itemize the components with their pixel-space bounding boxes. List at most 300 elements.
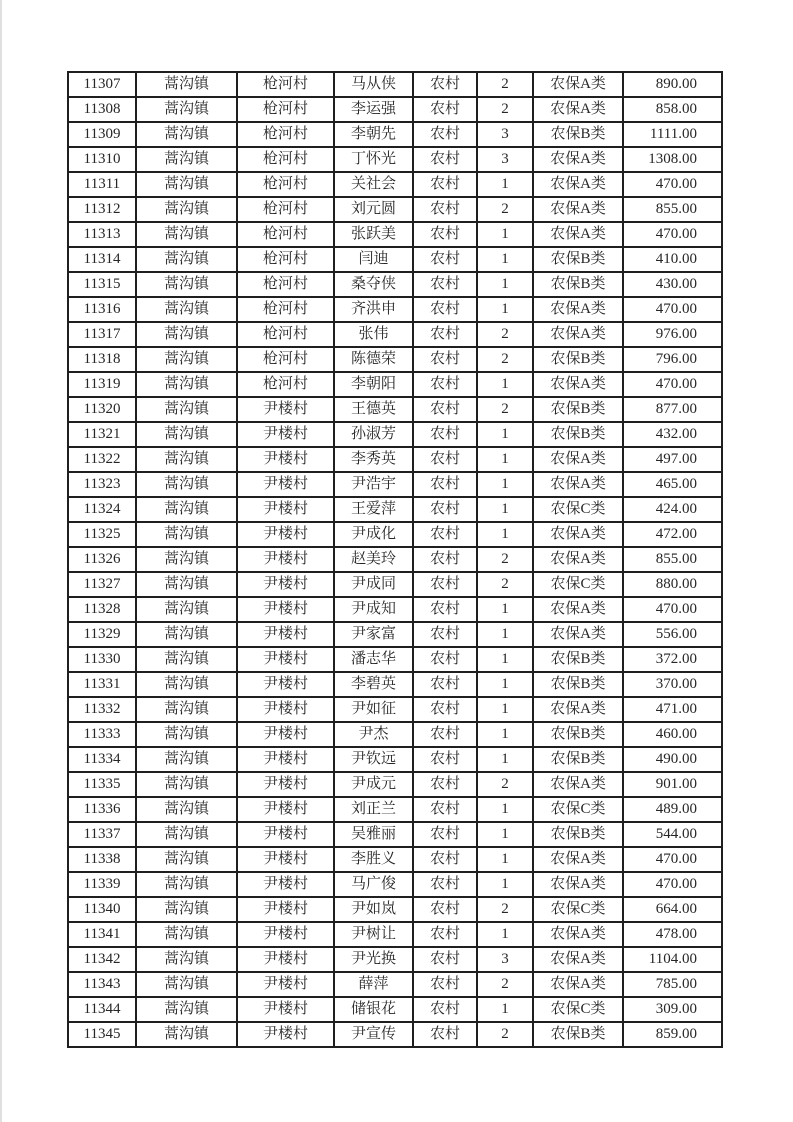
cell-residence: 农村 xyxy=(414,123,478,148)
cell-amount: 470.00 xyxy=(624,173,723,198)
cell-category: 农保B类 xyxy=(534,273,624,298)
cell-town: 蒿沟镇 xyxy=(137,973,238,998)
cell-category: 农保B类 xyxy=(534,348,624,373)
table-row xyxy=(69,223,723,248)
cell-town: 蒿沟镇 xyxy=(137,823,238,848)
cell-id: 11336 xyxy=(69,798,137,823)
table-row xyxy=(69,348,723,373)
cell-id: 11311 xyxy=(69,173,137,198)
cell-village: 枪河村 xyxy=(238,323,335,348)
cell-count: 1 xyxy=(478,298,534,323)
cell-person: 尹浩宇 xyxy=(335,473,414,498)
cell-count: 1 xyxy=(478,423,534,448)
cell-village: 尹楼村 xyxy=(238,648,335,673)
cell-amount: 432.00 xyxy=(624,423,723,448)
table-row xyxy=(69,698,723,723)
cell-id: 11307 xyxy=(69,73,137,98)
cell-count: 2 xyxy=(478,323,534,348)
cell-amount: 370.00 xyxy=(624,673,723,698)
cell-amount: 470.00 xyxy=(624,298,723,323)
cell-person: 尹成知 xyxy=(335,598,414,623)
cell-town: 蒿沟镇 xyxy=(137,673,238,698)
cell-residence: 农村 xyxy=(414,823,478,848)
cell-id: 11320 xyxy=(69,398,137,423)
cell-person: 李秀英 xyxy=(335,448,414,473)
cell-category: 农保A类 xyxy=(534,323,624,348)
cell-village: 枪河村 xyxy=(238,373,335,398)
cell-category: 农保A类 xyxy=(534,73,624,98)
cell-amount: 785.00 xyxy=(624,973,723,998)
cell-town: 蒿沟镇 xyxy=(137,473,238,498)
cell-residence: 农村 xyxy=(414,523,478,548)
cell-amount: 858.00 xyxy=(624,98,723,123)
table-row xyxy=(69,173,723,198)
cell-id: 11310 xyxy=(69,148,137,173)
cell-person: 李朝先 xyxy=(335,123,414,148)
cell-person: 尹成同 xyxy=(335,573,414,598)
cell-town: 蒿沟镇 xyxy=(137,773,238,798)
cell-town: 蒿沟镇 xyxy=(137,573,238,598)
cell-person: 刘正兰 xyxy=(335,798,414,823)
cell-village: 尹楼村 xyxy=(238,798,335,823)
table-row xyxy=(69,773,723,798)
cell-id: 11309 xyxy=(69,123,137,148)
cell-count: 1 xyxy=(478,848,534,873)
cell-town: 蒿沟镇 xyxy=(137,423,238,448)
cell-category: 农保A类 xyxy=(534,848,624,873)
table-row xyxy=(69,248,723,273)
cell-village: 尹楼村 xyxy=(238,898,335,923)
cell-village: 枪河村 xyxy=(238,348,335,373)
cell-residence: 农村 xyxy=(414,998,478,1023)
cell-id: 11328 xyxy=(69,598,137,623)
cell-person: 马从侠 xyxy=(335,73,414,98)
cell-village: 尹楼村 xyxy=(238,1023,335,1048)
cell-village: 尹楼村 xyxy=(238,673,335,698)
cell-id: 11313 xyxy=(69,223,137,248)
cell-town: 蒿沟镇 xyxy=(137,598,238,623)
cell-category: 农保A类 xyxy=(534,373,624,398)
cell-town: 蒿沟镇 xyxy=(137,898,238,923)
cell-id: 11330 xyxy=(69,648,137,673)
cell-village: 尹楼村 xyxy=(238,723,335,748)
cell-town: 蒿沟镇 xyxy=(137,648,238,673)
table-row xyxy=(69,98,723,123)
cell-residence: 农村 xyxy=(414,73,478,98)
cell-count: 1 xyxy=(478,923,534,948)
table-row xyxy=(69,598,723,623)
table-row xyxy=(69,73,723,98)
cell-village: 尹楼村 xyxy=(238,498,335,523)
cell-category: 农保A类 xyxy=(534,198,624,223)
cell-person: 尹如岚 xyxy=(335,898,414,923)
cell-person: 尹宣传 xyxy=(335,1023,414,1048)
cell-category: 农保C类 xyxy=(534,573,624,598)
cell-count: 1 xyxy=(478,698,534,723)
cell-count: 2 xyxy=(478,198,534,223)
cell-count: 1 xyxy=(478,723,534,748)
cell-id: 11317 xyxy=(69,323,137,348)
cell-residence: 农村 xyxy=(414,798,478,823)
cell-town: 蒿沟镇 xyxy=(137,1023,238,1048)
cell-residence: 农村 xyxy=(414,748,478,773)
cell-id: 11337 xyxy=(69,823,137,848)
cell-person: 尹家富 xyxy=(335,623,414,648)
cell-amount: 880.00 xyxy=(624,573,723,598)
cell-town: 蒿沟镇 xyxy=(137,298,238,323)
cell-amount: 544.00 xyxy=(624,823,723,848)
cell-amount: 855.00 xyxy=(624,548,723,573)
cell-person: 薛萍 xyxy=(335,973,414,998)
cell-amount: 1308.00 xyxy=(624,148,723,173)
cell-id: 11331 xyxy=(69,673,137,698)
cell-amount: 372.00 xyxy=(624,648,723,673)
cell-residence: 农村 xyxy=(414,323,478,348)
cell-village: 枪河村 xyxy=(238,123,335,148)
cell-id: 11342 xyxy=(69,948,137,973)
cell-village: 枪河村 xyxy=(238,148,335,173)
cell-village: 尹楼村 xyxy=(238,973,335,998)
table-row xyxy=(69,923,723,948)
cell-person: 孙淑芳 xyxy=(335,423,414,448)
cell-town: 蒿沟镇 xyxy=(137,748,238,773)
cell-count: 1 xyxy=(478,498,534,523)
cell-residence: 农村 xyxy=(414,623,478,648)
cell-category: 农保A类 xyxy=(534,973,624,998)
cell-id: 11327 xyxy=(69,573,137,598)
cell-amount: 890.00 xyxy=(624,73,723,98)
cell-id: 11341 xyxy=(69,923,137,948)
cell-village: 尹楼村 xyxy=(238,548,335,573)
cell-amount: 1104.00 xyxy=(624,948,723,973)
cell-village: 尹楼村 xyxy=(238,998,335,1023)
cell-village: 尹楼村 xyxy=(238,923,335,948)
cell-count: 1 xyxy=(478,873,534,898)
table-row xyxy=(69,848,723,873)
cell-village: 枪河村 xyxy=(238,298,335,323)
cell-amount: 1111.00 xyxy=(624,123,723,148)
cell-count: 3 xyxy=(478,148,534,173)
cell-id: 11344 xyxy=(69,998,137,1023)
cell-id: 11345 xyxy=(69,1023,137,1048)
cell-person: 赵美玲 xyxy=(335,548,414,573)
table-row xyxy=(69,673,723,698)
cell-person: 马广俊 xyxy=(335,873,414,898)
cell-town: 蒿沟镇 xyxy=(137,148,238,173)
table-row xyxy=(69,123,723,148)
cell-residence: 农村 xyxy=(414,98,478,123)
cell-person: 潘志华 xyxy=(335,648,414,673)
cell-count: 1 xyxy=(478,623,534,648)
cell-count: 2 xyxy=(478,548,534,573)
cell-id: 11319 xyxy=(69,373,137,398)
cell-amount: 901.00 xyxy=(624,773,723,798)
cell-village: 尹楼村 xyxy=(238,873,335,898)
cell-category: 农保A类 xyxy=(534,523,624,548)
cell-village: 尹楼村 xyxy=(238,523,335,548)
cell-category: 农保B类 xyxy=(534,1023,624,1048)
cell-id: 11335 xyxy=(69,773,137,798)
cell-town: 蒿沟镇 xyxy=(137,623,238,648)
cell-town: 蒿沟镇 xyxy=(137,873,238,898)
cell-id: 11329 xyxy=(69,623,137,648)
cell-count: 1 xyxy=(478,248,534,273)
cell-category: 农保A类 xyxy=(534,598,624,623)
table-row xyxy=(69,448,723,473)
cell-person: 张伟 xyxy=(335,323,414,348)
cell-person: 丁怀光 xyxy=(335,148,414,173)
cell-town: 蒿沟镇 xyxy=(137,198,238,223)
cell-residence: 农村 xyxy=(414,848,478,873)
cell-count: 3 xyxy=(478,948,534,973)
cell-town: 蒿沟镇 xyxy=(137,848,238,873)
cell-count: 1 xyxy=(478,473,534,498)
table-row xyxy=(69,323,723,348)
cell-id: 11316 xyxy=(69,298,137,323)
cell-town: 蒿沟镇 xyxy=(137,73,238,98)
cell-person: 闫迪 xyxy=(335,248,414,273)
cell-residence: 农村 xyxy=(414,723,478,748)
cell-amount: 478.00 xyxy=(624,923,723,948)
cell-town: 蒿沟镇 xyxy=(137,348,238,373)
cell-village: 尹楼村 xyxy=(238,823,335,848)
cell-person: 李胜义 xyxy=(335,848,414,873)
cell-village: 尹楼村 xyxy=(238,948,335,973)
cell-residence: 农村 xyxy=(414,498,478,523)
cell-count: 2 xyxy=(478,1023,534,1048)
cell-residence: 农村 xyxy=(414,923,478,948)
table-row xyxy=(69,823,723,848)
table-row xyxy=(69,148,723,173)
cell-residence: 农村 xyxy=(414,573,478,598)
cell-category: 农保B类 xyxy=(534,398,624,423)
table-row xyxy=(69,798,723,823)
table-row xyxy=(69,473,723,498)
cell-person: 尹钦远 xyxy=(335,748,414,773)
cell-category: 农保B类 xyxy=(534,423,624,448)
cell-village: 尹楼村 xyxy=(238,398,335,423)
cell-village: 枪河村 xyxy=(238,73,335,98)
table-row xyxy=(69,623,723,648)
table-row xyxy=(69,998,723,1023)
cell-person: 关社会 xyxy=(335,173,414,198)
cell-town: 蒿沟镇 xyxy=(137,173,238,198)
records-table xyxy=(67,71,723,1048)
cell-person: 王德英 xyxy=(335,398,414,423)
cell-amount: 489.00 xyxy=(624,798,723,823)
cell-residence: 农村 xyxy=(414,148,478,173)
cell-person: 尹光换 xyxy=(335,948,414,973)
cell-id: 11308 xyxy=(69,98,137,123)
cell-village: 尹楼村 xyxy=(238,448,335,473)
cell-residence: 农村 xyxy=(414,898,478,923)
cell-category: 农保A类 xyxy=(534,223,624,248)
cell-id: 11340 xyxy=(69,898,137,923)
cell-residence: 农村 xyxy=(414,223,478,248)
cell-residence: 农村 xyxy=(414,448,478,473)
cell-amount: 470.00 xyxy=(624,223,723,248)
cell-village: 枪河村 xyxy=(238,223,335,248)
cell-category: 农保A类 xyxy=(534,548,624,573)
cell-village: 尹楼村 xyxy=(238,423,335,448)
cell-residence: 农村 xyxy=(414,248,478,273)
cell-amount: 471.00 xyxy=(624,698,723,723)
cell-count: 2 xyxy=(478,573,534,598)
cell-village: 枪河村 xyxy=(238,173,335,198)
cell-person: 王爱萍 xyxy=(335,498,414,523)
cell-category: 农保A类 xyxy=(534,148,624,173)
table-row xyxy=(69,573,723,598)
cell-person: 齐洪申 xyxy=(335,298,414,323)
cell-residence: 农村 xyxy=(414,373,478,398)
cell-residence: 农村 xyxy=(414,423,478,448)
cell-town: 蒿沟镇 xyxy=(137,98,238,123)
cell-category: 农保C类 xyxy=(534,998,624,1023)
cell-village: 尹楼村 xyxy=(238,773,335,798)
cell-residence: 农村 xyxy=(414,948,478,973)
cell-count: 2 xyxy=(478,773,534,798)
cell-residence: 农村 xyxy=(414,348,478,373)
cell-person: 桑夺侠 xyxy=(335,273,414,298)
cell-town: 蒿沟镇 xyxy=(137,548,238,573)
cell-category: 农保A类 xyxy=(534,698,624,723)
cell-category: 农保B类 xyxy=(534,823,624,848)
cell-count: 1 xyxy=(478,798,534,823)
cell-category: 农保C类 xyxy=(534,898,624,923)
table-row xyxy=(69,748,723,773)
table-row xyxy=(69,423,723,448)
table-row xyxy=(69,398,723,423)
cell-count: 2 xyxy=(478,973,534,998)
cell-category: 农保A类 xyxy=(534,298,624,323)
cell-town: 蒿沟镇 xyxy=(137,948,238,973)
cell-id: 11338 xyxy=(69,848,137,873)
cell-town: 蒿沟镇 xyxy=(137,398,238,423)
cell-village: 尹楼村 xyxy=(238,473,335,498)
cell-id: 11324 xyxy=(69,498,137,523)
cell-id: 11321 xyxy=(69,423,137,448)
cell-residence: 农村 xyxy=(414,548,478,573)
cell-town: 蒿沟镇 xyxy=(137,998,238,1023)
cell-person: 李朝阳 xyxy=(335,373,414,398)
cell-village: 枪河村 xyxy=(238,198,335,223)
cell-person: 储银花 xyxy=(335,998,414,1023)
table-row xyxy=(69,973,723,998)
cell-category: 农保C类 xyxy=(534,798,624,823)
cell-amount: 556.00 xyxy=(624,623,723,648)
cell-id: 11322 xyxy=(69,448,137,473)
cell-category: 农保A类 xyxy=(534,923,624,948)
table-row xyxy=(69,373,723,398)
cell-count: 1 xyxy=(478,648,534,673)
cell-residence: 农村 xyxy=(414,873,478,898)
cell-town: 蒿沟镇 xyxy=(137,248,238,273)
cell-count: 1 xyxy=(478,523,534,548)
cell-id: 11314 xyxy=(69,248,137,273)
cell-category: 农保A类 xyxy=(534,948,624,973)
cell-id: 11334 xyxy=(69,748,137,773)
table-row xyxy=(69,1023,723,1048)
cell-count: 1 xyxy=(478,448,534,473)
cell-residence: 农村 xyxy=(414,773,478,798)
cell-town: 蒿沟镇 xyxy=(137,323,238,348)
cell-amount: 424.00 xyxy=(624,498,723,523)
cell-town: 蒿沟镇 xyxy=(137,698,238,723)
cell-residence: 农村 xyxy=(414,398,478,423)
cell-person: 张跃美 xyxy=(335,223,414,248)
cell-town: 蒿沟镇 xyxy=(137,923,238,948)
cell-count: 2 xyxy=(478,98,534,123)
cell-count: 1 xyxy=(478,223,534,248)
cell-category: 农保A类 xyxy=(534,448,624,473)
cell-count: 1 xyxy=(478,598,534,623)
cell-residence: 农村 xyxy=(414,173,478,198)
cell-amount: 877.00 xyxy=(624,398,723,423)
cell-town: 蒿沟镇 xyxy=(137,223,238,248)
cell-amount: 430.00 xyxy=(624,273,723,298)
table-row xyxy=(69,948,723,973)
cell-person: 刘元圆 xyxy=(335,198,414,223)
cell-count: 2 xyxy=(478,348,534,373)
cell-person: 尹如征 xyxy=(335,698,414,723)
cell-count: 3 xyxy=(478,123,534,148)
scan-edge-shadow xyxy=(0,0,2,1122)
cell-count: 2 xyxy=(478,398,534,423)
cell-village: 尹楼村 xyxy=(238,573,335,598)
cell-amount: 309.00 xyxy=(624,998,723,1023)
cell-category: 农保B类 xyxy=(534,648,624,673)
cell-amount: 664.00 xyxy=(624,898,723,923)
cell-amount: 470.00 xyxy=(624,598,723,623)
cell-residence: 农村 xyxy=(414,298,478,323)
cell-amount: 470.00 xyxy=(624,848,723,873)
cell-count: 1 xyxy=(478,673,534,698)
table-row xyxy=(69,648,723,673)
cell-category: 农保A类 xyxy=(534,873,624,898)
table-row xyxy=(69,873,723,898)
cell-id: 11339 xyxy=(69,873,137,898)
cell-village: 尹楼村 xyxy=(238,598,335,623)
cell-residence: 农村 xyxy=(414,598,478,623)
cell-town: 蒿沟镇 xyxy=(137,498,238,523)
cell-residence: 农村 xyxy=(414,1023,478,1048)
cell-village: 枪河村 xyxy=(238,248,335,273)
cell-category: 农保A类 xyxy=(534,623,624,648)
cell-id: 11318 xyxy=(69,348,137,373)
cell-category: 农保B类 xyxy=(534,673,624,698)
cell-person: 吴雅丽 xyxy=(335,823,414,848)
table-row xyxy=(69,298,723,323)
cell-residence: 农村 xyxy=(414,973,478,998)
cell-count: 2 xyxy=(478,898,534,923)
cell-amount: 470.00 xyxy=(624,373,723,398)
cell-category: 农保C类 xyxy=(534,498,624,523)
table-row xyxy=(69,548,723,573)
cell-village: 枪河村 xyxy=(238,98,335,123)
cell-amount: 472.00 xyxy=(624,523,723,548)
cell-amount: 470.00 xyxy=(624,873,723,898)
cell-id: 11343 xyxy=(69,973,137,998)
cell-category: 农保A类 xyxy=(534,98,624,123)
cell-id: 11323 xyxy=(69,473,137,498)
table-row xyxy=(69,523,723,548)
cell-town: 蒿沟镇 xyxy=(137,523,238,548)
table-body xyxy=(69,73,723,1048)
cell-town: 蒿沟镇 xyxy=(137,798,238,823)
table-row xyxy=(69,498,723,523)
cell-person: 尹杰 xyxy=(335,723,414,748)
cell-residence: 农村 xyxy=(414,273,478,298)
